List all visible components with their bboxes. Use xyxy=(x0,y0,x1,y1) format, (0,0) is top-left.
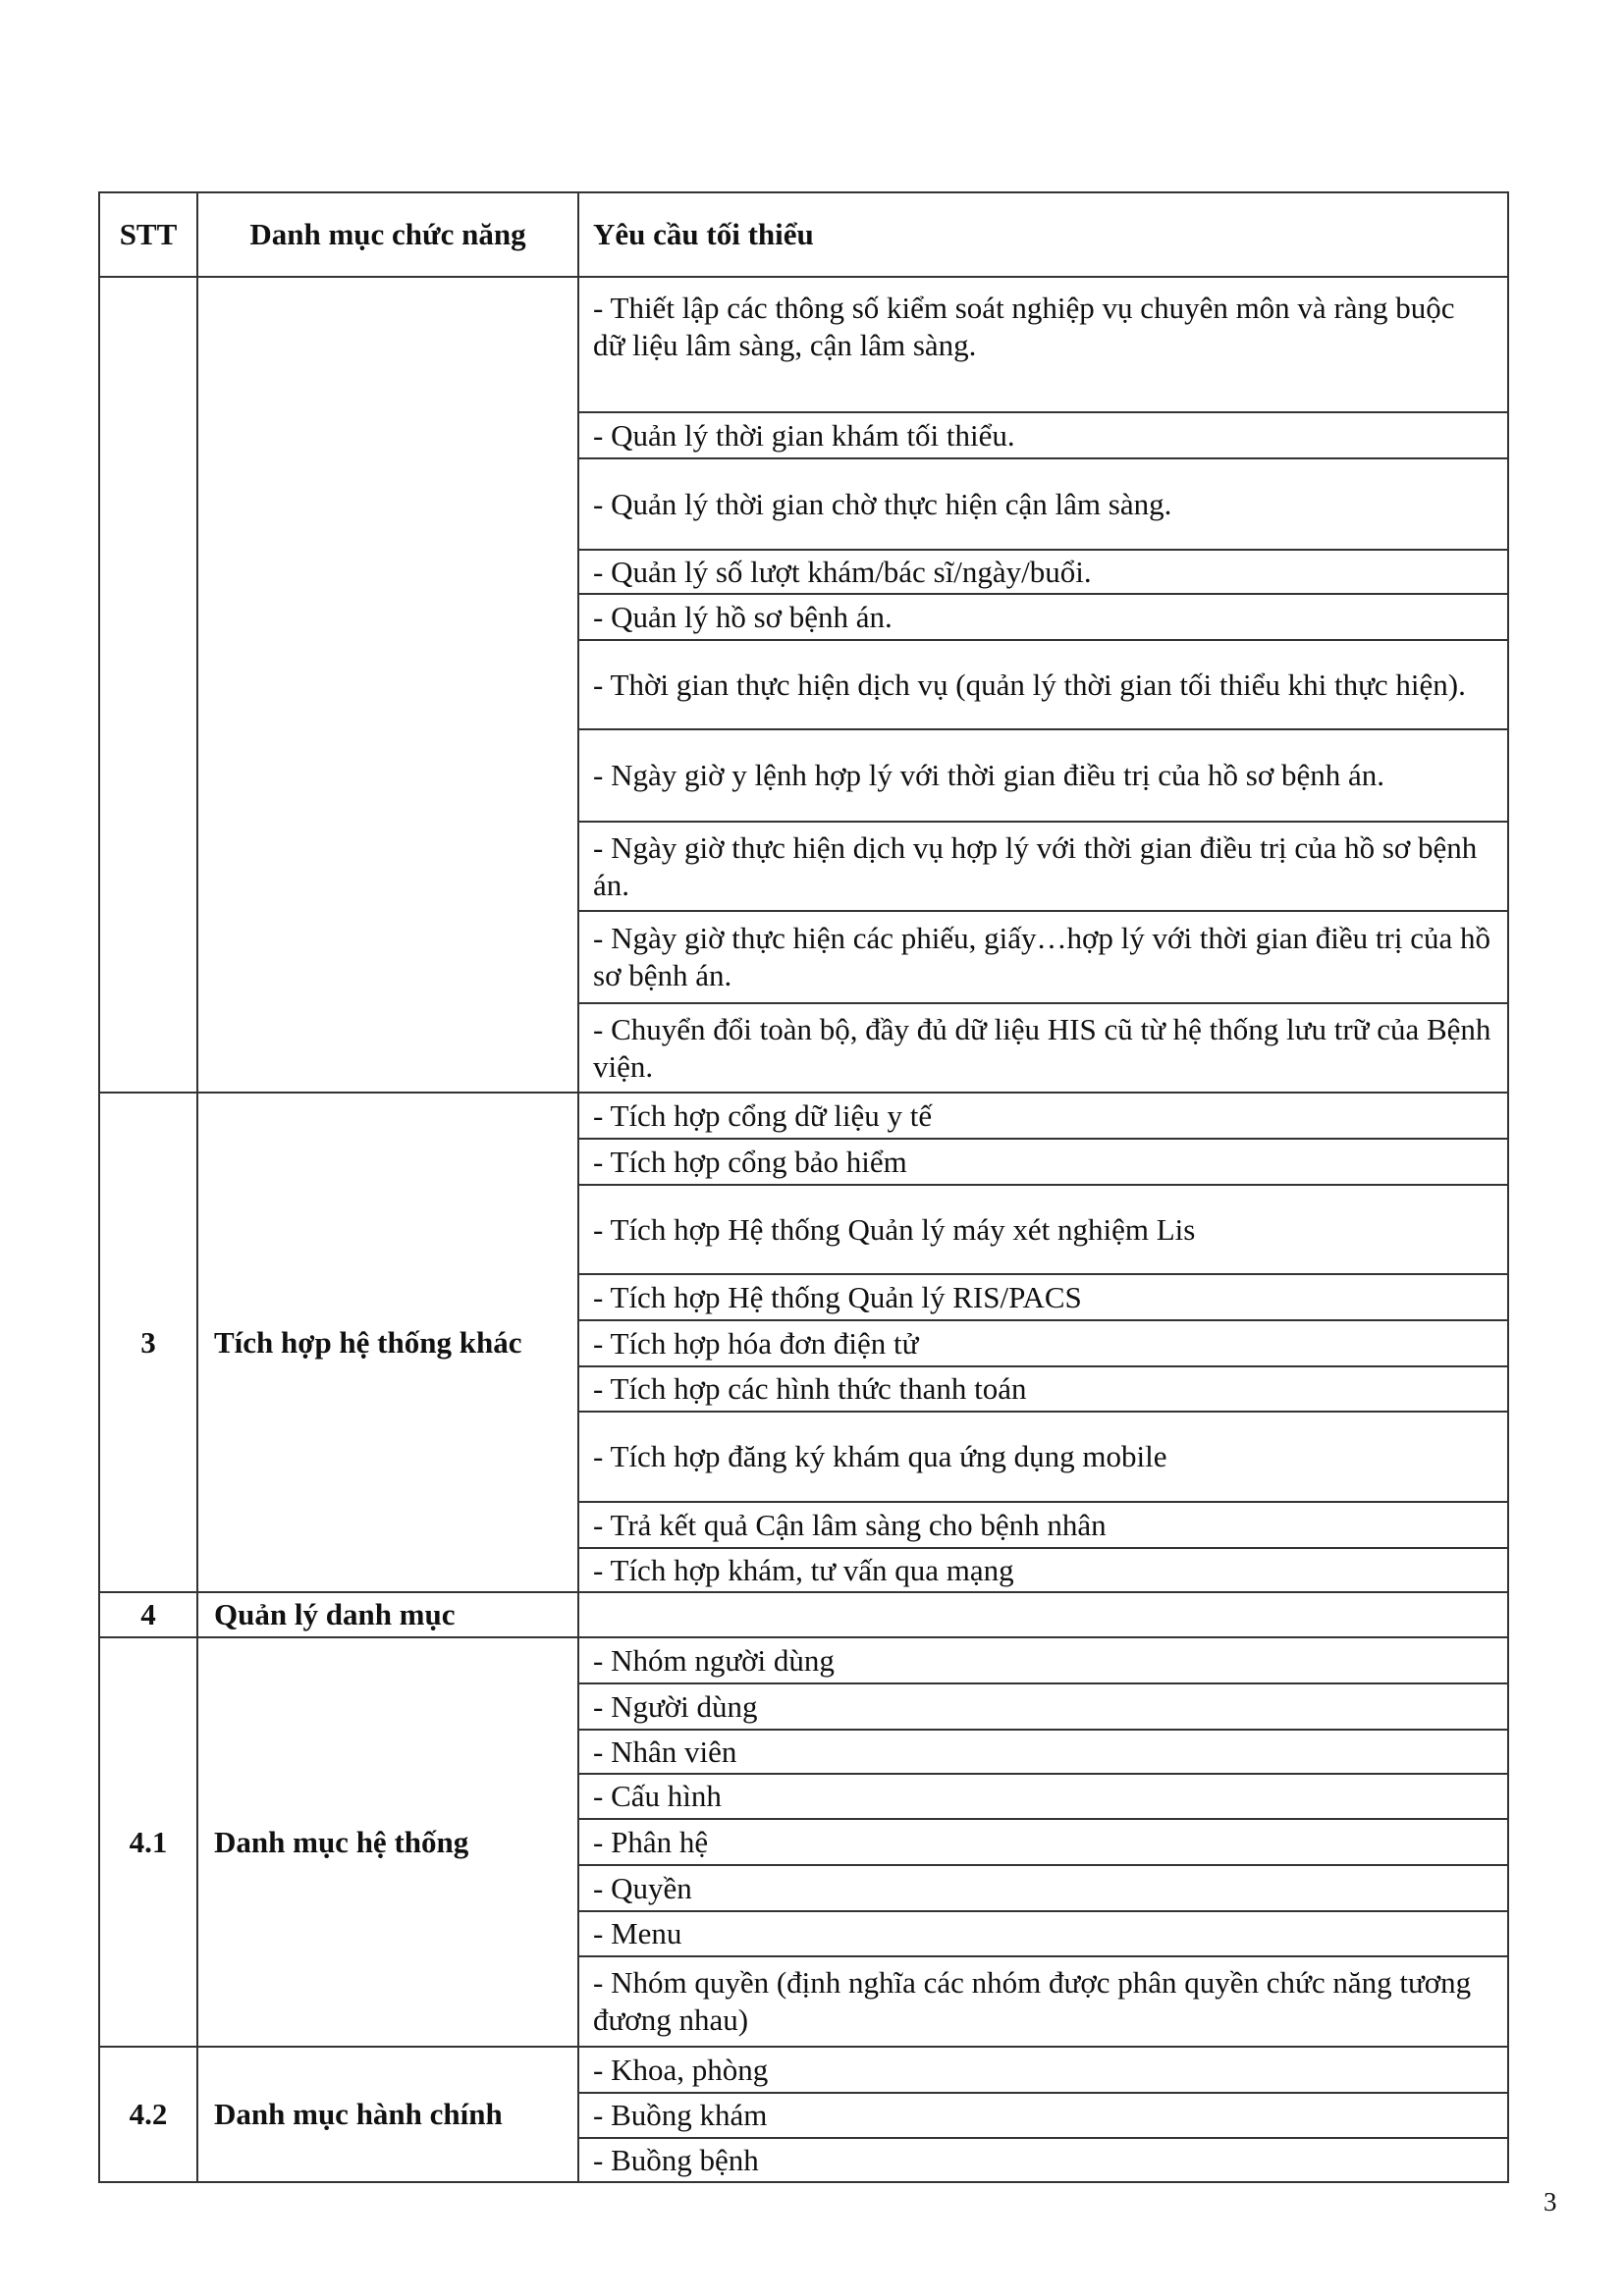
stt-cell: 3 xyxy=(99,1093,197,1592)
requirement-cell: - Trả kết quả Cận lâm sàng cho bệnh nhân xyxy=(578,1502,1508,1548)
requirement-cell: - Quản lý thời gian chờ thực hiện cận lâm sàng. xyxy=(578,458,1508,550)
requirement-cell: - Ngày giờ y lệnh hợp lý với thời gian điều trị của hồ sơ bệnh án. xyxy=(578,729,1508,822)
table-row xyxy=(99,2047,1508,2093)
requirement-cell: - Thời gian thực hiện dịch vụ (quản lý thời gian tối thiểu khi thực hiện). xyxy=(578,640,1508,729)
table-row xyxy=(99,277,1508,412)
requirement-cell: - Buồng bệnh xyxy=(578,2138,1508,2182)
function-category-cell: Quản lý danh mục xyxy=(197,1592,578,1637)
requirements-table xyxy=(98,191,1509,2183)
requirement-cell: - Người dùng xyxy=(578,1683,1508,1730)
table-body xyxy=(99,277,1508,2182)
requirement-cell: - Quản lý thời gian khám tối thiểu. xyxy=(578,412,1508,458)
function-category-cell xyxy=(197,277,578,1093)
requirement-cell: - Khoa, phòng xyxy=(578,2047,1508,2093)
table-row xyxy=(99,1637,1508,1683)
requirement-cell: - Menu xyxy=(578,1911,1508,1956)
requirement-cell: - Ngày giờ thực hiện dịch vụ hợp lý với thời gian điều trị của hồ sơ bệnh án. xyxy=(578,822,1508,911)
page-number: 3 xyxy=(1543,2187,1557,2216)
function-category-cell: Tích hợp hệ thống khác xyxy=(197,1093,578,1592)
requirement-cell: - Buồng khám xyxy=(578,2093,1508,2138)
requirement-cell: - Tích hợp hóa đơn điện tử xyxy=(578,1320,1508,1366)
requirement-cell: - Chuyển đổi toàn bộ, đầy đủ dữ liệu HIS cũ từ hệ thống lưu trữ của Bệnh viện. xyxy=(578,1003,1508,1093)
function-category-cell: Danh mục hành chính xyxy=(197,2047,578,2182)
requirement-cell: - Tích hợp đăng ký khám qua ứng dụng mobile xyxy=(578,1412,1508,1502)
requirement-cell: - Tích hợp cổng bảo hiểm xyxy=(578,1139,1508,1185)
requirement-cell: - Nhóm quyền (định nghĩa các nhóm được phân quyền chức năng tương đương nhau) xyxy=(578,1956,1508,2047)
requirement-cell: - Tích hợp khám, tư vấn qua mạng xyxy=(578,1548,1508,1592)
header-row xyxy=(99,192,1508,277)
header-function-category: Danh mục chức năng xyxy=(197,192,578,277)
requirement-cell: - Tích hợp cổng dữ liệu y tế xyxy=(578,1093,1508,1139)
requirement-cell: - Tích hợp Hệ thống Quản lý RIS/PACS xyxy=(578,1274,1508,1320)
requirement-cell: - Tích hợp Hệ thống Quản lý máy xét nghiệm Lis xyxy=(578,1185,1508,1274)
requirement-cell: - Cấu hình xyxy=(578,1774,1508,1819)
requirement-cell: - Tích hợp các hình thức thanh toán xyxy=(578,1366,1508,1412)
stt-cell: 4 xyxy=(99,1592,197,1637)
requirement-cell: - Ngày giờ thực hiện các phiếu, giấy…hợp lý với thời gian điều trị của hồ sơ bệnh án. xyxy=(578,911,1508,1003)
requirement-cell: - Nhân viên xyxy=(578,1730,1508,1774)
requirement-cell: - Phân hệ xyxy=(578,1819,1508,1865)
requirement-cell: - Thiết lập các thông số kiểm soát nghiệp vụ chuyên môn và ràng buộc dữ liệu lâm sàng, cận lâm sàng. xyxy=(578,277,1508,412)
header-minimum-requirements: Yêu cầu tối thiểu xyxy=(578,192,1508,277)
requirement-cell xyxy=(578,1592,1508,1637)
table-row xyxy=(99,1093,1508,1139)
requirement-cell: - Quản lý hồ sơ bệnh án. xyxy=(578,594,1508,640)
requirement-cell: - Nhóm người dùng xyxy=(578,1637,1508,1683)
requirement-cell: - Quyền xyxy=(578,1865,1508,1911)
function-category-cell: Danh mục hệ thống xyxy=(197,1637,578,2047)
header-stt: STT xyxy=(99,192,197,277)
stt-cell: 4.2 xyxy=(99,2047,197,2182)
stt-cell xyxy=(99,277,197,1093)
stt-cell: 4.1 xyxy=(99,1637,197,2047)
table-row xyxy=(99,1592,1508,1637)
requirement-cell: - Quản lý số lượt khám/bác sĩ/ngày/buổi. xyxy=(578,550,1508,594)
